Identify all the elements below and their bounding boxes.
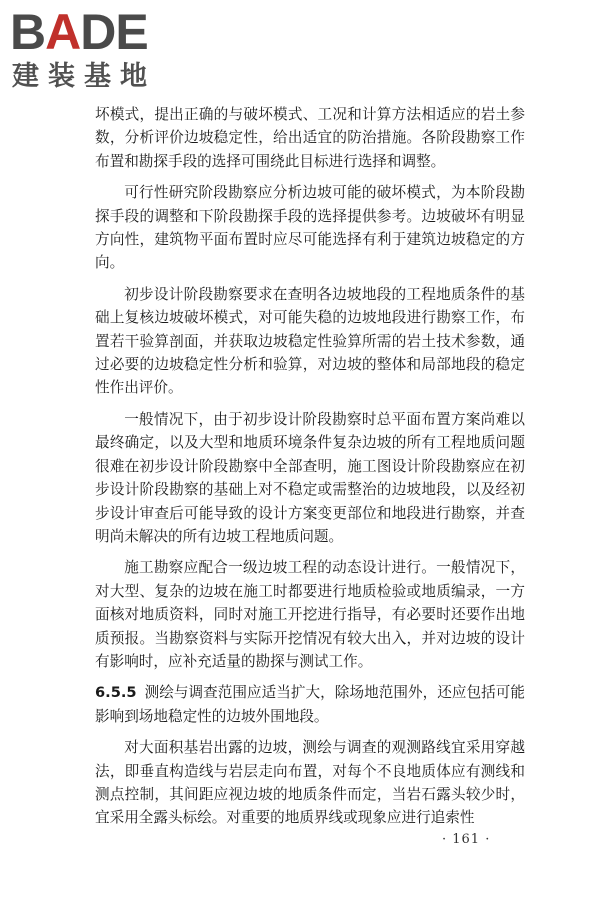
page-number: · 161 · bbox=[442, 832, 491, 847]
logo-letter-b: B bbox=[10, 4, 46, 60]
paragraph-construction-drawing: 一般情况下，由于初步设计阶段勘察时总平面布置方案尚难以最终确定，以及大型和地质环境条件复杂边坡的所有工程地质问题很难在初步设计阶段勘察中全部查明，施工图设计阶段勘察应在初步设计阶段勘察的基础上对不稳定或需整治的边坡地段，以及经初步设计审查后可能导致的设计方案变更部位和地段进行勘察，并查明尚未解决的所有边坡工程地质问题。 bbox=[95, 410, 525, 545]
logo-letters-de: DE bbox=[80, 4, 148, 60]
paragraph-feasibility-study: 可行性研究阶段勘察应分析边坡可能的破坏模式，为本阶段勘探手段的调整和下阶段勘探手段的选择提供参考。边坡破坏有明显方向性，建筑物平面布置时应尽可能选择有利于建筑边坡稳定的方向。 bbox=[95, 184, 525, 272]
paragraph-construction-survey: 施工勘察应配合一级边坡工程的动态设计进行。一般情况下，对大型、复杂的边坡在施工时都要进行地质检验或地质编录，一方面核对地质资料，同时对施工开挖进行指导，有必要时还要作出地质预报。当勘察资料与实际开挖情况有较大出入，并对边坡的设计有影响时，应补充适量的勘探与测试工作。 bbox=[95, 559, 525, 670]
paragraph-continuation: 坏模式，提出正确的与破坏模式、工况和计算方法相适应的岩土参数，分析评价边坡稳定性，给出适宜的防治措施。各阶段勘察工作布置和勘探手段的选择可围绕此目标进行选择和调整。 bbox=[95, 106, 525, 170]
section-text: 测绘与调查范围应适当扩大，除场地范围外，还应包括可能影响到场地稳定性的边坡外围地段。 bbox=[95, 684, 525, 725]
logo-subtitle: 建装基地 bbox=[12, 61, 156, 92]
logo-letter-a: A bbox=[45, 4, 81, 60]
section-number: 6.5.5 bbox=[95, 684, 137, 702]
paragraph-mapping-method: 对大面积基岩出露的边坡，测绘与调查的观测路线宜采用穿越法，即垂直构造线与岩层走向布置，对每个不良地质体应有测线和测点控制，其间距应视边坡的地质条件而定，当岩石露头较少时，宜采用全露头标绘。对重要的地质界线或现象应进行追索性 bbox=[95, 739, 525, 827]
document-body bbox=[95, 103, 525, 838]
brand-logo bbox=[10, 6, 185, 96]
section-6-5-5 bbox=[95, 681, 525, 728]
logo-wordmark bbox=[10, 6, 148, 58]
paragraph-preliminary-design: 初步设计阶段勘察要求在查明各边坡地段的工程地质条件的基础上复核边坡破坏模式，对可能失稳的边坡地段进行勘察工作，布置若干验算剖面，并获取边坡稳定性验算所需的岩土技术参数，通过必要的边坡稳定性分析和验算，对边坡的整体和局部地段的稳定性作出评价。 bbox=[95, 285, 525, 397]
